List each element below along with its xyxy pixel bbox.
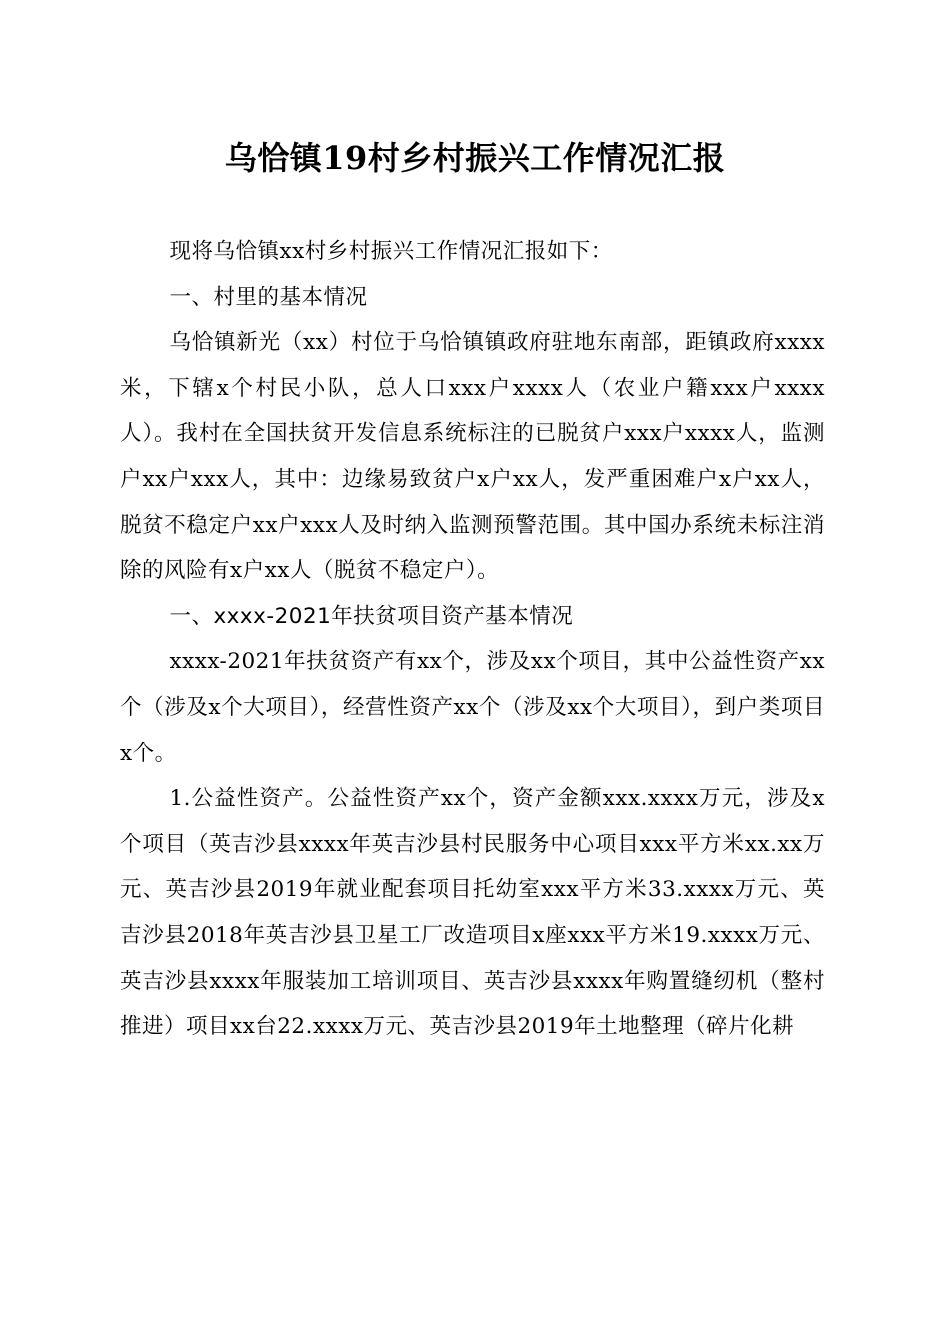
intro-paragraph: 现将乌恰镇xx村乡村振兴工作情况汇报如下： (169, 239, 613, 264)
basic-info-paragraph: 乌恰镇新光（xx）村位于乌恰镇镇政府驻地东南部，距镇政府xxxx米，下辖x个村民小队，总人口xxx户xxxx人（农业户籍xxx户xxxx人）。我村在全国扶贫开发信息系统标注的已脱贫户xxx户xxxx人，监测户xx户xxx人，其中：边缘易致贫户x户xx人，发严重困难户x户xx人，脱贫不稳定户xx户xxx人及时纳入监测预警范围。其中国办系统未标注消除的风险有x户xx人（脱贫不稳定户）。 (120, 330, 825, 584)
section-heading-poverty-assets: 一、xxxx-2021年扶贫项目资产基本情况 (169, 603, 574, 629)
page-title: 乌恰镇19村乡村振兴工作情况汇报 (224, 139, 726, 177)
document-body (120, 229, 825, 1050)
public-welfare-assets-paragraph: 1.公益性资产。公益性资产xx个，资产金额xxx.xxxx万元，涉及x个项目（英吉沙县xxxx年英吉沙县村民服务中心项目xxx平方米xx.xx万元、英吉沙县2019年就业配套项目托幼室xxx平方米33.xxxx万元、英吉沙县2018年英吉沙县卫星工厂改造项目x座xxx平方米19.xxxx万元、英吉沙县xxxx年服装加工培训项目、英吉沙县xxxx年购置缝纫机（整村推进）项目xx台22.xxxx万元、英吉沙县2019年土地整理（碎片化耕 (120, 786, 825, 1040)
poverty-assets-paragraph: xxxx-2021年扶贫资产有xx个，涉及xx个项目，其中公益性资产xx个（涉及x个大项目），经营性资产xx个（涉及xx个大项目），到户类项目x个。 (120, 649, 825, 766)
section-heading-basic-info: 一、村里的基本情况 (169, 284, 368, 310)
